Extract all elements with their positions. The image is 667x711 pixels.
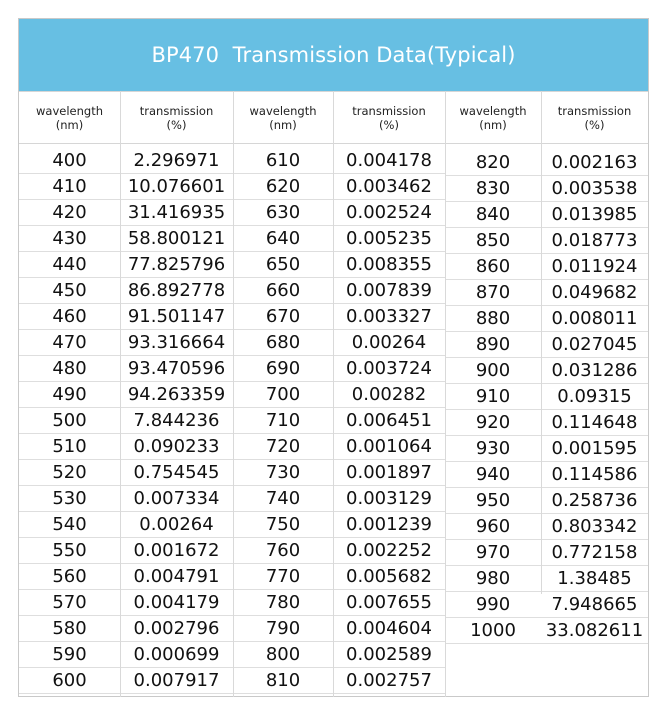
wavelength-cell: 590: [19, 642, 120, 668]
wavelength-cell: 620: [233, 174, 333, 200]
wavelength-cell: 850: [445, 228, 541, 254]
wavelength-header-1: [19, 92, 120, 143]
transmission-cell: 0.00282: [333, 382, 445, 408]
wavelength-cell: 640: [233, 226, 333, 252]
transmission-cell: 0.007917: [120, 668, 233, 694]
wavelength-header-1-unit: (nm): [55, 117, 84, 132]
wavelength-cell: 950: [445, 488, 541, 514]
transmission-cell: 0.031286: [541, 358, 648, 384]
wavelength-cell: 750: [233, 512, 333, 538]
transmission-cell: 0.049682: [541, 280, 648, 306]
wavelength-cell: 710: [233, 408, 333, 434]
wavelength-cell: 580: [19, 616, 120, 642]
transmission-cell: 91.501147: [120, 304, 233, 330]
wavelength-cell: 660: [233, 278, 333, 304]
wavelength-cell: 690: [233, 356, 333, 382]
transmission-cell: 0.090233: [120, 434, 233, 460]
transmission-cell: 0.003129: [333, 486, 445, 512]
wavelength-cell: 500: [19, 408, 120, 434]
wavelength-header-2-unit: (nm): [269, 117, 297, 132]
wavelength-cell: 970: [445, 540, 541, 566]
transmission-cell: 58.800121: [120, 226, 233, 252]
transmission-cell: 0.003538: [541, 176, 648, 202]
wavelength-cell: 960: [445, 514, 541, 540]
wavelength-cell: 820: [445, 150, 541, 176]
transmission-cell: 77.825796: [120, 252, 233, 278]
wavelength-cell: 890: [445, 332, 541, 358]
wavelength-cell: 560: [19, 564, 120, 590]
wavelength-cell: 630: [233, 200, 333, 226]
wavelength-cell: 480: [19, 356, 120, 382]
transmission-cell: 2.296971: [120, 148, 233, 174]
wavelength-cell: 880: [445, 306, 541, 332]
transmission-cell: 0.001239: [333, 512, 445, 538]
wavelength-cell: 650: [233, 252, 333, 278]
wavelength-cell: 910: [445, 384, 541, 410]
wavelength-cell: 470: [19, 330, 120, 356]
wavelength-cell: 740: [233, 486, 333, 512]
wavelength-cell: 400: [19, 148, 120, 174]
transmission-cell: 0.003462: [333, 174, 445, 200]
wavelength-cell: 600: [19, 668, 120, 694]
transmission-cell: 0.00264: [333, 330, 445, 356]
wavelength-cell: 980: [445, 566, 541, 592]
transmission-cell: 0.005682: [333, 564, 445, 590]
column-divider: [445, 91, 446, 697]
column-divider: [333, 91, 334, 697]
wavelength-cell: 1000: [445, 618, 541, 644]
transmission-cell: 93.316664: [120, 330, 233, 356]
wavelength-cell: 680: [233, 330, 333, 356]
wavelength-cell: 490: [19, 382, 120, 408]
transmission-cell: 0.004178: [333, 148, 445, 174]
transmission-header-2-label: transmission: [352, 103, 426, 118]
wavelength-cell: 870: [445, 280, 541, 306]
transmission-cell: 0.011924: [541, 254, 648, 280]
transmission-cell: 0.005235: [333, 226, 445, 252]
wavelength-cell: 410: [19, 174, 120, 200]
wavelength-cell: 830: [445, 176, 541, 202]
transmission-cell: 0.001672: [120, 538, 233, 564]
transmission-cell: 0.027045: [541, 332, 648, 358]
transmission-cell: 0.258736: [541, 488, 648, 514]
transmission-header-3-label: transmission: [557, 103, 632, 118]
transmission-header-1-unit: (%): [166, 117, 187, 132]
wavelength-header-3-label: wavelength: [459, 103, 527, 118]
transmission-cell: 33.082611: [541, 618, 648, 644]
wavelength-header-2-label: wavelength: [249, 103, 317, 118]
transmission-cell: 0.002796: [120, 616, 233, 642]
transmission-cell: 0.008011: [541, 306, 648, 332]
wavelength-cell: 700: [233, 382, 333, 408]
transmission-cell: 0.000699: [120, 642, 233, 668]
transmission-cell: 0.007839: [333, 278, 445, 304]
wavelength-cell: 770: [233, 564, 333, 590]
column-divider: [541, 91, 542, 594]
transmission-cell: 94.263359: [120, 382, 233, 408]
transmission-header-1: [120, 92, 233, 143]
wavelength-cell: 510: [19, 434, 120, 460]
transmission-header-2-unit: (%): [379, 117, 399, 132]
wavelength-cell: 990: [445, 592, 541, 618]
transmission-cell: 0.00264: [120, 512, 233, 538]
wavelength-cell: 900: [445, 358, 541, 384]
wavelength-cell: 420: [19, 200, 120, 226]
column-divider: [120, 91, 121, 697]
wavelength-cell: 670: [233, 304, 333, 330]
wavelength-cell: 790: [233, 616, 333, 642]
transmission-cell: 0.004179: [120, 590, 233, 616]
wavelength-cell: 520: [19, 460, 120, 486]
transmission-cell: 0.803342: [541, 514, 648, 540]
wavelength-cell: 430: [19, 226, 120, 252]
wavelength-cell: 450: [19, 278, 120, 304]
transmission-cell: 0.007655: [333, 590, 445, 616]
transmission-cell: 0.003724: [333, 356, 445, 382]
wavelength-cell: 940: [445, 462, 541, 488]
transmission-cell: 0.09315: [541, 384, 648, 410]
transmission-cell: 0.006451: [333, 408, 445, 434]
wavelength-cell: 780: [233, 590, 333, 616]
transmission-cell: 7.948665: [541, 592, 648, 618]
transmission-cell: 0.754545: [120, 460, 233, 486]
transmission-cell: 0.002589: [333, 642, 445, 668]
transmission-cell: 0.013985: [541, 202, 648, 228]
transmission-cell: 0.114586: [541, 462, 648, 488]
transmission-cell: 0.002757: [333, 668, 445, 694]
transmission-cell: 0.772158: [541, 540, 648, 566]
transmission-cell: 0.114648: [541, 410, 648, 436]
transmission-cell: 0.001064: [333, 434, 445, 460]
transmission-data-table: [18, 18, 649, 697]
transmission-cell: 0.002163: [541, 150, 648, 176]
wavelength-cell: 720: [233, 434, 333, 460]
transmission-cell: 0.002252: [333, 538, 445, 564]
transmission-cell: 31.416935: [120, 200, 233, 226]
wavelength-cell: 920: [445, 410, 541, 436]
wavelength-cell: 730: [233, 460, 333, 486]
transmission-cell: 1.38485: [541, 566, 648, 592]
wavelength-cell: 530: [19, 486, 120, 512]
transmission-cell: 7.844236: [120, 408, 233, 434]
wavelength-cell: 440: [19, 252, 120, 278]
wavelength-cell: 550: [19, 538, 120, 564]
table-title: BP470 Transmission Data(Typical): [19, 19, 648, 91]
wavelength-cell: 760: [233, 538, 333, 564]
transmission-cell: 0.004604: [333, 616, 445, 642]
transmission-cell: 0.001897: [333, 460, 445, 486]
transmission-cell: 0.007334: [120, 486, 233, 512]
transmission-cell: 10.076601: [120, 174, 233, 200]
wavelength-cell: 540: [19, 512, 120, 538]
wavelength-header-1-label: wavelength: [36, 103, 103, 118]
transmission-cell: 86.892778: [120, 278, 233, 304]
wavelength-cell: 840: [445, 202, 541, 228]
transmission-cell: 0.003327: [333, 304, 445, 330]
wavelength-cell: 610: [233, 148, 333, 174]
wavelength-header-3-unit: (nm): [479, 117, 507, 132]
transmission-cell: 0.001595: [541, 436, 648, 462]
wavelength-header-2: [233, 92, 333, 143]
column-divider: [233, 91, 234, 697]
transmission-cell: 0.008355: [333, 252, 445, 278]
wavelength-header-3: [445, 92, 541, 143]
wavelength-cell: 570: [19, 590, 120, 616]
wavelength-cell: 860: [445, 254, 541, 280]
transmission-cell: 0.004791: [120, 564, 233, 590]
transmission-header-3: [541, 92, 648, 143]
wavelength-cell: 800: [233, 642, 333, 668]
transmission-cell: 0.018773: [541, 228, 648, 254]
wavelength-cell: 930: [445, 436, 541, 462]
transmission-header-3-unit: (%): [584, 117, 605, 132]
wavelength-cell: 460: [19, 304, 120, 330]
wavelength-cell: 810: [233, 668, 333, 694]
transmission-header-2: [333, 92, 445, 143]
transmission-header-1-label: transmission: [139, 103, 214, 118]
transmission-cell: 93.470596: [120, 356, 233, 382]
transmission-cell: 0.002524: [333, 200, 445, 226]
